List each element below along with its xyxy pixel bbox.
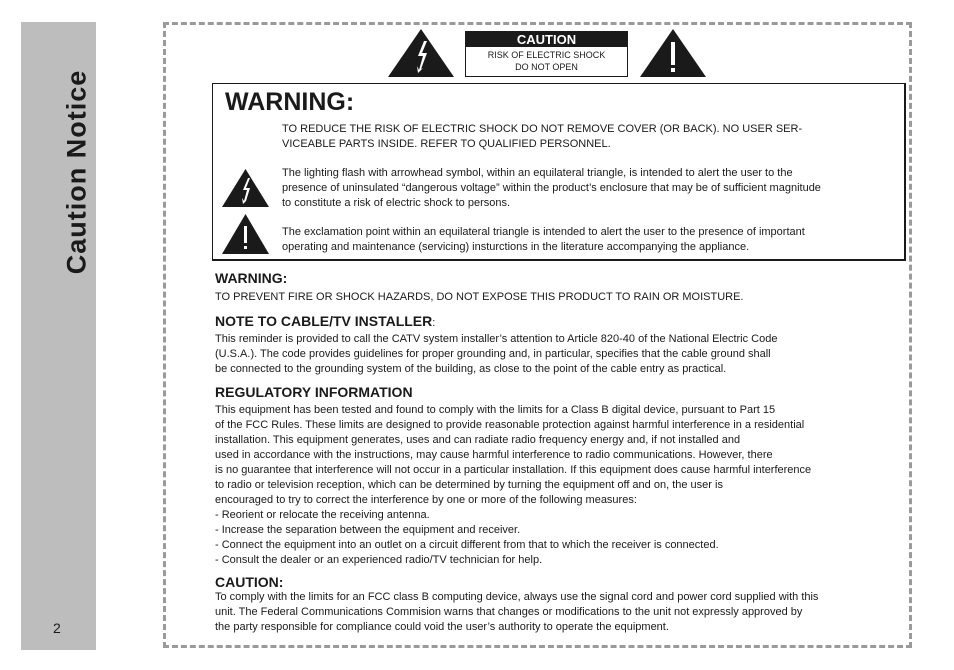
warning-box-paragraph-1: TO REDUCE THE RISK OF ELECTRIC SHOCK DO NOT REMOVE COVER (OR BACK). NO USER SER- VICEABLE PARTS INSIDE. REFER TO QUALIFIED PERSONNEL. [282,123,803,150]
caution-label-heading: CAUTION [466,32,627,47]
exclamation-triangle-icon-small [221,213,270,255]
warning-box-title: WARNING: [225,88,355,116]
cable-installer-heading-colon: : [432,317,436,329]
sidebar-title: Caution Notice [61,69,92,275]
caution-body: To comply with the limits for an FCC class B computing device, always use the signal cord and power cord supplied with this unit. The Federal Communications Commision warns that changes or modifications to the unit not expressly approved by the party responsible for compliance could void the user’s authority to operate the equipment. [215,591,819,633]
caution-label-line2: DO NOT OPEN [515,62,578,72]
caution-heading: CAUTION: [215,574,284,590]
lightning-triangle-icon [387,28,455,78]
exclamation-triangle-icon [639,28,707,78]
cable-installer-heading [215,313,435,332]
warning-box-paragraph-2: The lighting flash with arrowhead symbol, within an equilateral triangle, is intended to alert the user to the presence of uninsulated “dangerous voltage” within the product’s enclosure that may be of sufficient magnitude to constitute a risk of electric shock to persons. [282,167,821,209]
warning-heading: WARNING: [215,270,288,286]
caution-label-line1: RISK OF ELECTRIC SHOCK [487,50,606,60]
caution-label [465,31,628,77]
cable-installer-heading-text: NOTE TO CABLE/TV INSTALLER [215,313,433,329]
warning-body: TO PREVENT FIRE OR SHOCK HAZARDS, DO NOT EXPOSE THIS PRODUCT TO RAIN OR MOISTURE. [215,291,744,303]
lightning-triangle-icon-small [221,168,270,208]
cable-installer-body: This reminder is provided to call the CATV system installer’s attention to Article 820-40 of the National Electric Code (U.S.A.). The code provides guidelines for proper grounding and, in particular, specifies that the cable ground shall be connected to the grounding system of the building, as close to the point of the cable entry as practical. [215,333,778,375]
warning-box-paragraph-3: The exclamation point within an equilateral triangle is intended to alert the user to the presence of important operating and maintenance (servicing) insturctions in the literature accompanying the appliance. [282,226,805,253]
regulatory-body: This equipment has been tested and found to comply with the limits for a Class B digital device, pursuant to Part 15 of the FCC Rules. These limits are designed to provide reasonable protection against harmful interference in a residential installation. This equipment generates, uses and can radiate radio frequency energy and, if not installed and used in accordance with the instructions, may cause harmful interference to radio communications. However, there is no guarantee that interference will not occur in a particular installation. If this equipment does cause harmful interference to radio or television reception, which can be determined by turning the equipment off and on, the user is encouraged to try to correct the interference by one or more of the following measures: - Reorient or relocate the receiving antenna. - Increase the separation between the equipment and receiver. - Connect the equipment into an outlet on a circuit different from that to which the receiver is connected. - Consult the dealer or an experienced radio/TV technician for help. [215,404,812,566]
regulatory-heading: REGULATORY INFORMATION [215,384,413,400]
sidebar [21,22,96,650]
page-number: 2 [53,620,61,636]
